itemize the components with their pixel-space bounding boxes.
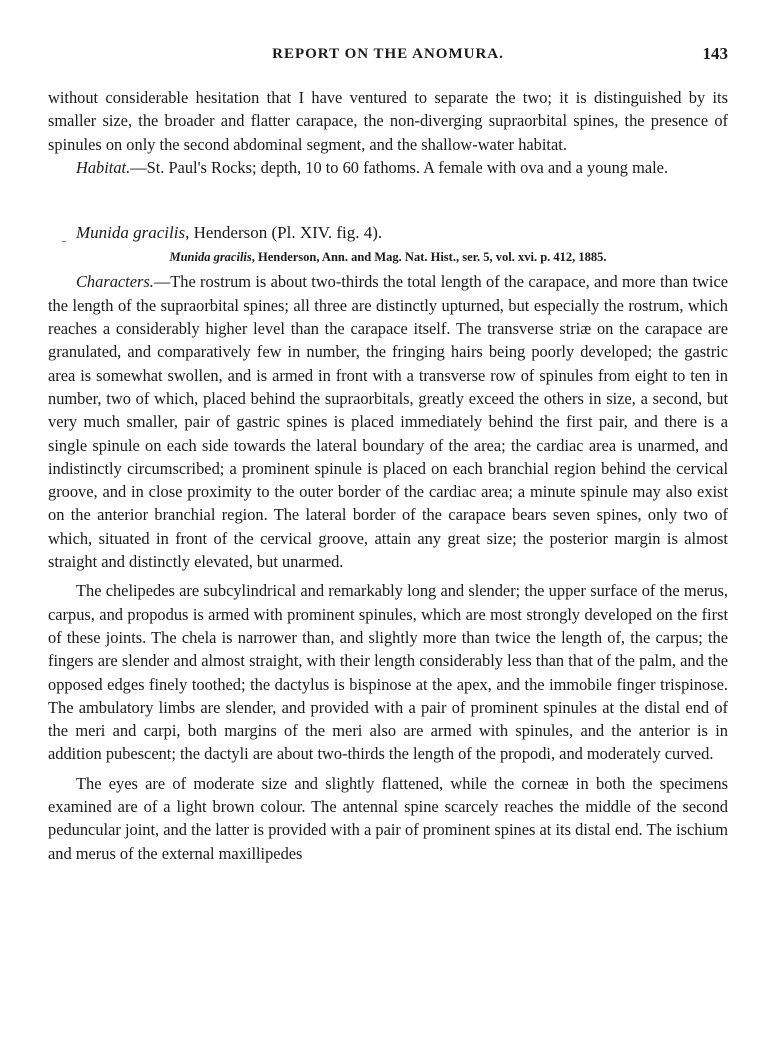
paragraph-continuation: without considerable hesitation that I have ventured to separate the two; it is distinguished by its smaller size, the broader and flatter carapace, the non-diverging supraorbital spines, the presence of spinules on only the second abdominal segment, and the shallow-water habitat. [48,88,728,154]
species-authority: , Henderson (Pl. XIV. fig. 4). [185,223,383,243]
reference-citation: , Henderson, Ann. and Mag. Nat. Hist., ser. 5, vol. xvi. p. 412, 1885. [251,250,607,265]
page-header [48,44,728,72]
species-reference [48,248,728,266]
eyes-paragraph: The eyes are of moderate size and slightly flattened, while the corneæ in both the specimens examined are of a light brown colour. The antennal spine scarcely reaches the middle of the second peduncular joint, and the latter is provided with a pair of prominent spines at its distal end. The ischium and merus of the external maxillipedes [48,773,728,863]
habitat-paragraph [48,156,728,179]
chelipedes-paragraph: The chelipedes are subcylindrical and remarkably long and slender; the upper surface of the merus, carpus, and propodus is armed with prominent spinules, which are most strongly developed on the first of these joints. The chela is narrower than, and slightly more than twice the length of, the carpus; the fingers are slender and almost straight, with their length considerably less than that of the palm, and the opposed edges finely toothed; the dactylus is bispinose at the apex, and the immobile finger trispinose. The ambulatory limbs are slender, and provided with a pair of prominent spinules at the distal end of the meri and carpi, both margins of the meri also are armed with spinules, and the anterior is in addition pubescent; the dactyli are about two-thirds the length of the propodi, and moderately curved. [48,581,728,764]
characters-text: —The rostrum is about two-thirds the total length of the carapace, and more than twice the length of the supraorbital spines; all three are distinctly upturned, but especially the rostrum, which reaches a considerably higher level than the carapace itself. The transverse striæ on the carapace are granulated, and comparatively few in number, the fringing hairs being poorly developed; the gastric area is somewhat swollen, and is armed in front with a transverse row of spinules from eight to ten in number, two of which, placed behind the supraorbitals, greatly exceed the others in size, a second, but very much smaller, pair of gastric spines is placed immediately behind the first pair, and there is a single spinule on each side towards the lateral boundary of the area; the cardiac area is unarmed, and indistinctly circumscribed; a prominent spinule is placed on each branchial region behind the cervical groove, and in close proximity to the outer border of the cardiac area; a minute spinule may also exist on the anterior branchial region. The lateral border of the carapace bears seven spines, only two of which, situated in front of the cervical groove, attain any great size; the posterior margin is almost straight and distinctly elevated, but unarmed. [48,272,728,572]
characters-label: Characters. [76,272,154,292]
habitat-text: —St. Paul's Rocks; depth, 10 to 60 fathoms. A female with ova and a young male. [130,157,669,177]
page-body [48,86,728,865]
reference-species-name: Munida gracilis [169,250,252,265]
page-number: 143 [702,44,728,63]
running-title: REPORT ON THE ANOMURA. [272,46,504,62]
species-name: Munida gracilis [76,223,186,243]
habitat-label: Habitat. [76,157,131,177]
species-heading [48,221,728,244]
characters-paragraph [48,270,728,573]
